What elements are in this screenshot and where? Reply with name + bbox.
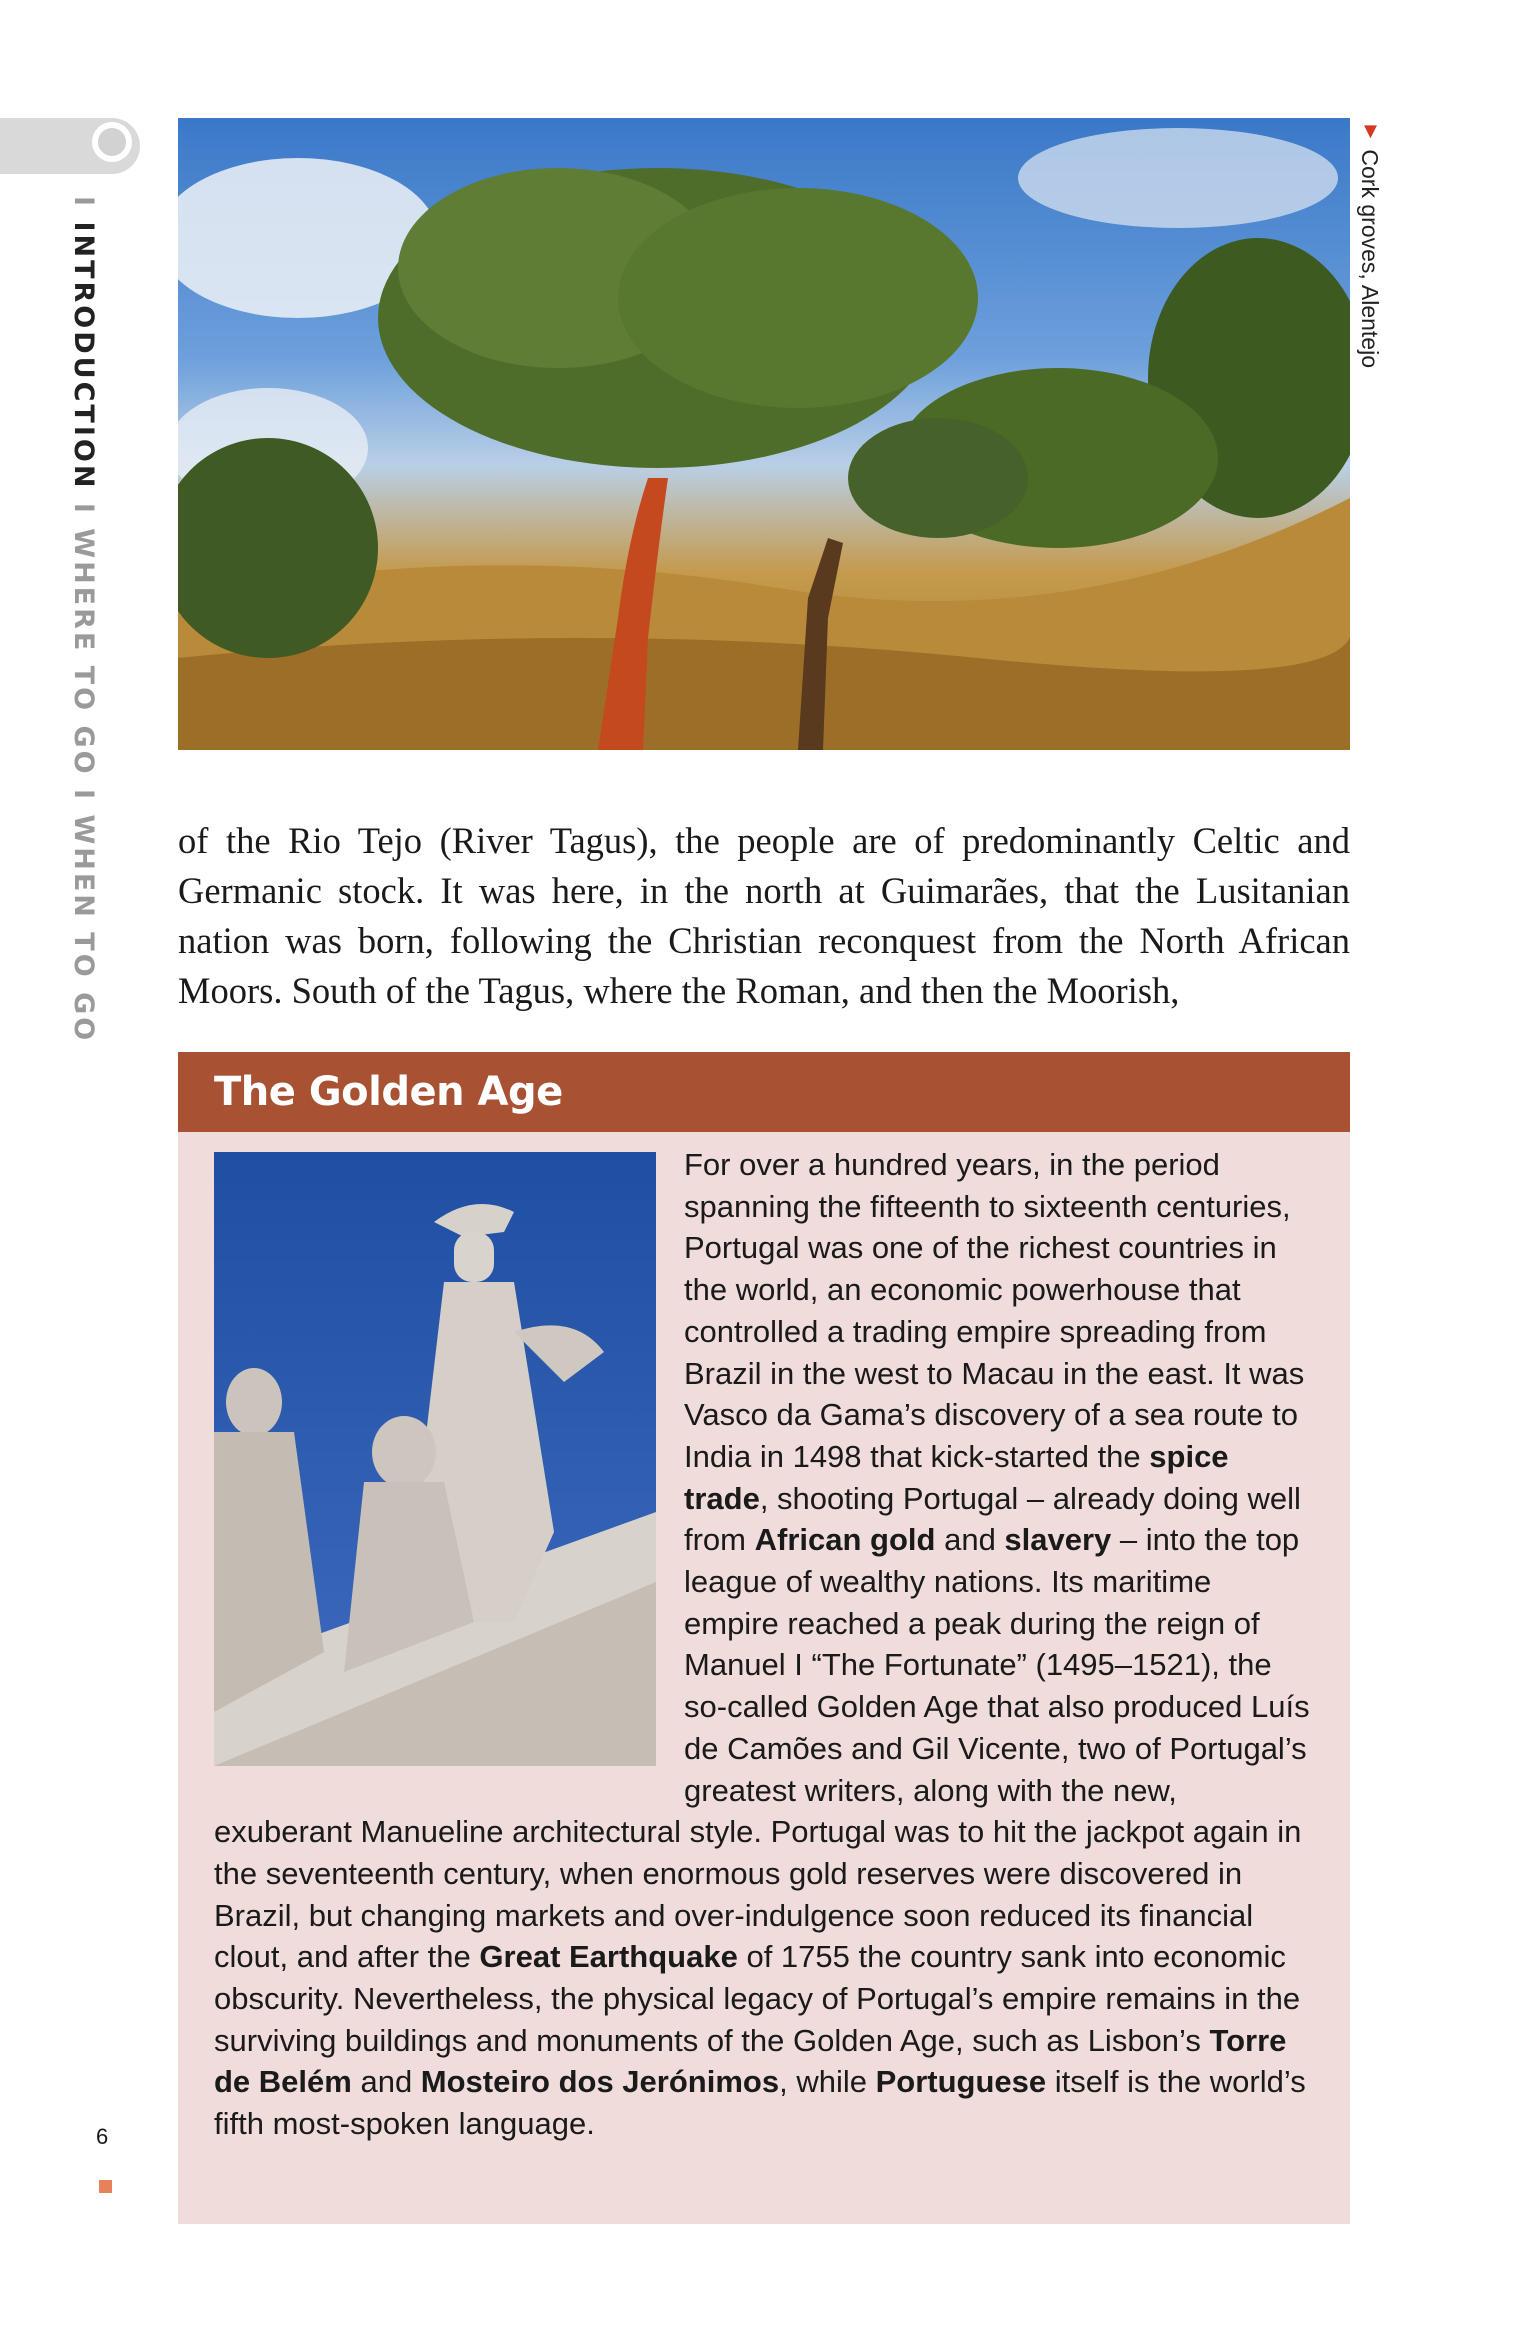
box-text-segment: – into the top league of wealthy nations. Its maritime empire reached a peak during the reign of Manuel I “The Fortunate” (1495–1521), the so-called Golden Age that also produced Luís de Camões and Gil Vicente, two of Portugal’s greatest writers, along with the new, exuberant Manueline architectural style. Portugal was to hit the jackpot again in the seventeenth century, when enormous gold reserves were discovered in Brazil, but changing markets and over-indulgence soon reduced its financial clout, and after the <box>214 1522 1310 1975</box>
box-text-segment: and <box>935 1522 1005 1558</box>
breadcrumb-separator: I <box>68 502 99 516</box>
hero-photo-cork-groves <box>178 118 1350 750</box>
box-text-segment: , while <box>779 2064 876 2100</box>
body-paragraph: of the Rio Tejo (River Tagus), the people are of predominantly Celtic and Germanic stock. It was here, in the north at Guimarães, that the Lusitanian nation was born, following the Christian reconquest from the North African Moors. South of the Tagus, where the Roman, and then the Moorish, <box>178 820 1350 1011</box>
box-highlight-slavery: slavery <box>1004 1522 1112 1558</box>
photo-text-spacer <box>214 1144 684 1770</box>
box-highlight-great-earthquake: Great Earthquake <box>479 1939 738 1975</box>
caption-triangle-icon: ▼ <box>1358 118 1383 143</box>
box-text-segment: itself is the world’s fifth most-spoken language. <box>214 2064 1306 2142</box>
breadcrumb <box>70 196 97 1043</box>
box-highlight-african-gold: African gold <box>754 1522 936 1558</box>
hero-caption <box>1356 118 1383 368</box>
box-highlight-portuguese: Portuguese <box>875 2064 1047 2100</box>
breadcrumb-separator: I <box>68 789 99 803</box>
box-highlight-torre-de-belem: Torre de Belém <box>214 2022 1287 2100</box>
golden-age-box <box>178 1052 1350 2224</box>
box-text-segment: For over a hundred years, in the period spanning the fifteenth to sixteenth centuries, Portugal was one of the richest countries in the world, an economic powerhouse that controlled a trading empire spreading from Brazil in the west to Macau in the east. It was Vasco da Gama’s discovery of a sea route to India in 1498 that kick-started the <box>684 1147 1305 1474</box>
breadcrumb-separator: I <box>68 196 99 210</box>
breadcrumb-current: INTRODUCTION <box>68 221 99 491</box>
box-text-segment: and <box>351 2064 421 2100</box>
box-text-segment: , shooting Portugal – already doing well from <box>684 1480 1301 1558</box>
breadcrumb-item-when-to-go: WHEN TO GO <box>68 814 99 1044</box>
hero-caption-text: Cork groves, Alentejo <box>1357 149 1383 369</box>
page-marker-icon <box>99 2180 112 2193</box>
box-body-text <box>214 1144 1314 2145</box>
section-tab-circle-icon <box>92 122 132 162</box>
box-highlight-spice-trade: spice trade <box>684 1438 1229 1516</box>
breadcrumb-item-where-to-go: WHERE TO GO <box>68 528 99 777</box>
box-highlight-mosteiro-dos-jeronimos: Mosteiro dos Jerónimos <box>420 2064 780 2100</box>
box-title: The Golden Age <box>178 1052 1350 1132</box>
page-number: 6 <box>96 2124 109 2149</box>
box-text-segment: of 1755 the country sank into economic obscurity. Nevertheless, the physical legacy of Portugal’s empire remains in the surviving buildings and monuments of the Golden Age, such as Lisbon’s <box>214 1939 1301 2058</box>
